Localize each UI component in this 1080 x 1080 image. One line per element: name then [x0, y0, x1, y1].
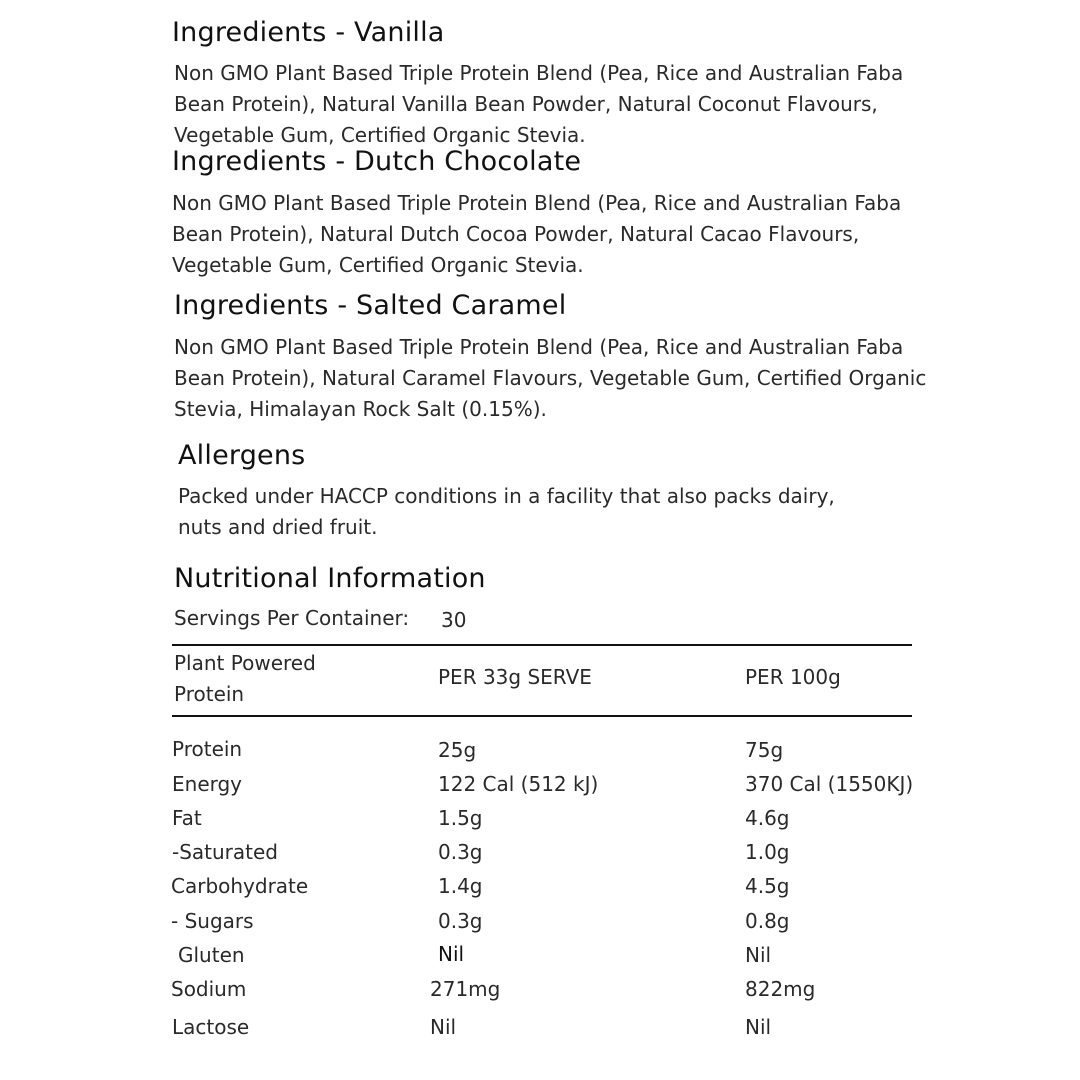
table-top-rule: [172, 644, 912, 646]
row-per-serve: 122 Cal (512 kJ): [438, 772, 599, 796]
ingredients-caramel-text: [174, 332, 1054, 425]
text-line: Stevia, Himalayan Rock Salt (0.15%).: [174, 397, 547, 421]
text-line: Non GMO Plant Based Triple Protein Blend (Pea, Rice and Australian Faba: [172, 191, 902, 215]
row-name: -Saturated: [172, 840, 279, 864]
heading-allergens: Allergens: [178, 440, 306, 471]
text-line: nuts and dried fruit.: [178, 515, 378, 539]
text-line: Vegetable Gum, Certified Organic Stevia.: [174, 123, 586, 147]
row-per-100g: 370 Cal (1550KJ): [745, 772, 914, 796]
heading-salted-caramel: Ingredients - Salted Caramel: [174, 290, 567, 321]
text-line: Non GMO Plant Based Triple Protein Blend (Pea, Rice and Australian Faba: [174, 335, 904, 359]
row-name: Energy: [172, 772, 243, 796]
row-name: Protein: [172, 737, 243, 761]
text-line: Bean Protein), Natural Vanilla Bean Powder, Natural Coconut Flavours,: [174, 92, 878, 116]
row-name: Fat: [172, 806, 202, 830]
row-per-100g: 0.8g: [745, 909, 790, 933]
row-per-100g: 822mg: [745, 977, 816, 1001]
table-header-rule: [172, 715, 912, 717]
row-per-serve: Nil: [430, 1015, 457, 1039]
row-per-serve: 0.3g: [438, 840, 483, 864]
row-per-100g: 1.0g: [745, 840, 790, 864]
row-name: Carbohydrate: [171, 874, 309, 898]
text-line: Bean Protein), Natural Dutch Cocoa Powder, Natural Cacao Flavours,: [172, 222, 860, 246]
table-header-per-serve: PER 33g SERVE: [438, 665, 592, 689]
table-header-col1-line2: Protein: [174, 682, 245, 706]
heading-nutrition: Nutritional Information: [174, 563, 486, 594]
row-name: Lactose: [172, 1015, 250, 1039]
ingredients-vanilla-text: [174, 58, 1054, 151]
text-line: Non GMO Plant Based Triple Protein Blend (Pea, Rice and Australian Faba: [174, 61, 904, 85]
heading-dutch-chocolate: Ingredients - Dutch Chocolate: [172, 146, 582, 177]
row-per-serve: Nil: [438, 942, 465, 966]
row-per-serve: 1.5g: [438, 806, 483, 830]
servings-value: 30: [441, 608, 467, 632]
row-per-serve: 25g: [438, 738, 477, 762]
servings-label: Servings Per Container:: [174, 606, 410, 630]
row-per-serve: 271mg: [430, 977, 501, 1001]
table-header-per-100g: PER 100g: [745, 665, 841, 689]
row-name: Gluten: [178, 943, 245, 967]
text-line: Vegetable Gum, Certified Organic Stevia.: [172, 253, 584, 277]
row-per-serve: 1.4g: [438, 874, 483, 898]
row-name: Sodium: [171, 977, 247, 1001]
ingredients-chocolate-text: [172, 188, 1052, 281]
text-line: Bean Protein), Natural Caramel Flavours, Vegetable Gum, Certified Organic: [174, 366, 927, 390]
row-name: - Sugars: [171, 909, 254, 933]
table-header-col1-line1: Plant Powered: [174, 651, 316, 675]
row-per-100g: 4.5g: [745, 874, 790, 898]
row-per-100g: 4.6g: [745, 806, 790, 830]
row-per-100g: 75g: [745, 738, 784, 762]
row-per-100g: Nil: [745, 943, 772, 967]
row-per-serve: 0.3g: [438, 909, 483, 933]
text-line: Packed under HACCP conditions in a facility that also packs dairy,: [178, 484, 835, 508]
heading-vanilla: Ingredients - Vanilla: [172, 17, 445, 48]
row-per-100g: Nil: [745, 1015, 772, 1039]
allergens-text: [178, 481, 1038, 543]
